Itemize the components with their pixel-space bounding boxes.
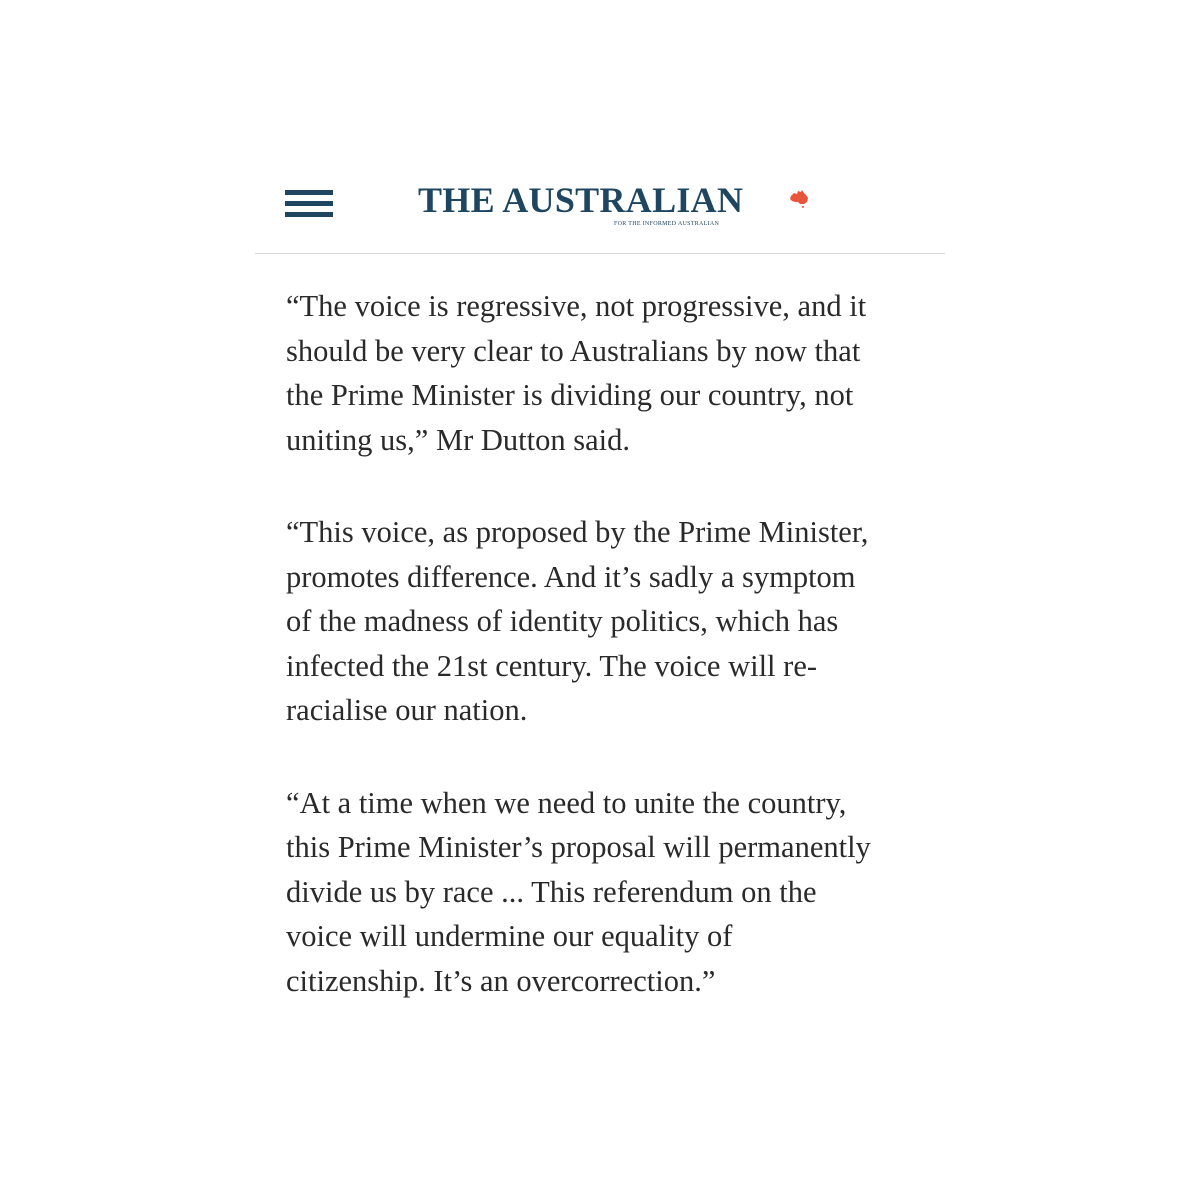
masthead-logo-link[interactable] xyxy=(418,180,818,232)
menu-bar xyxy=(285,212,333,217)
article-paragraph: “At a time when we need to unite the country, this Prime Minister’s proposal will permanently divide us by race ... This referendum on the voice will undermine our equality of citizenship. It’s an overcorrection.” xyxy=(286,785,871,998)
hamburger-menu-icon[interactable] xyxy=(285,190,333,218)
masthead-tagline: FOR THE INFORMED AUSTRALIAN xyxy=(614,221,720,227)
site-header xyxy=(255,168,945,254)
australia-map-icon xyxy=(788,187,810,209)
article-paragraph: “This voice, as proposed by the Prime Minister, promotes difference. And it’s sadly a symptom of the madness of identity politics, which has infected the 21st century. The voice will re- racialise our nation. xyxy=(286,515,869,727)
menu-bar xyxy=(285,190,333,195)
article-body xyxy=(286,284,926,1051)
article-paragraph: “The voice is regressive, not progressive, and it should be very clear to Australians by now that the Prime Minister is dividing our country, not uniting us,” Mr Dutton said. xyxy=(286,289,867,457)
masthead-title: THE AUSTRALIAN xyxy=(418,180,744,220)
menu-bar xyxy=(285,201,333,206)
